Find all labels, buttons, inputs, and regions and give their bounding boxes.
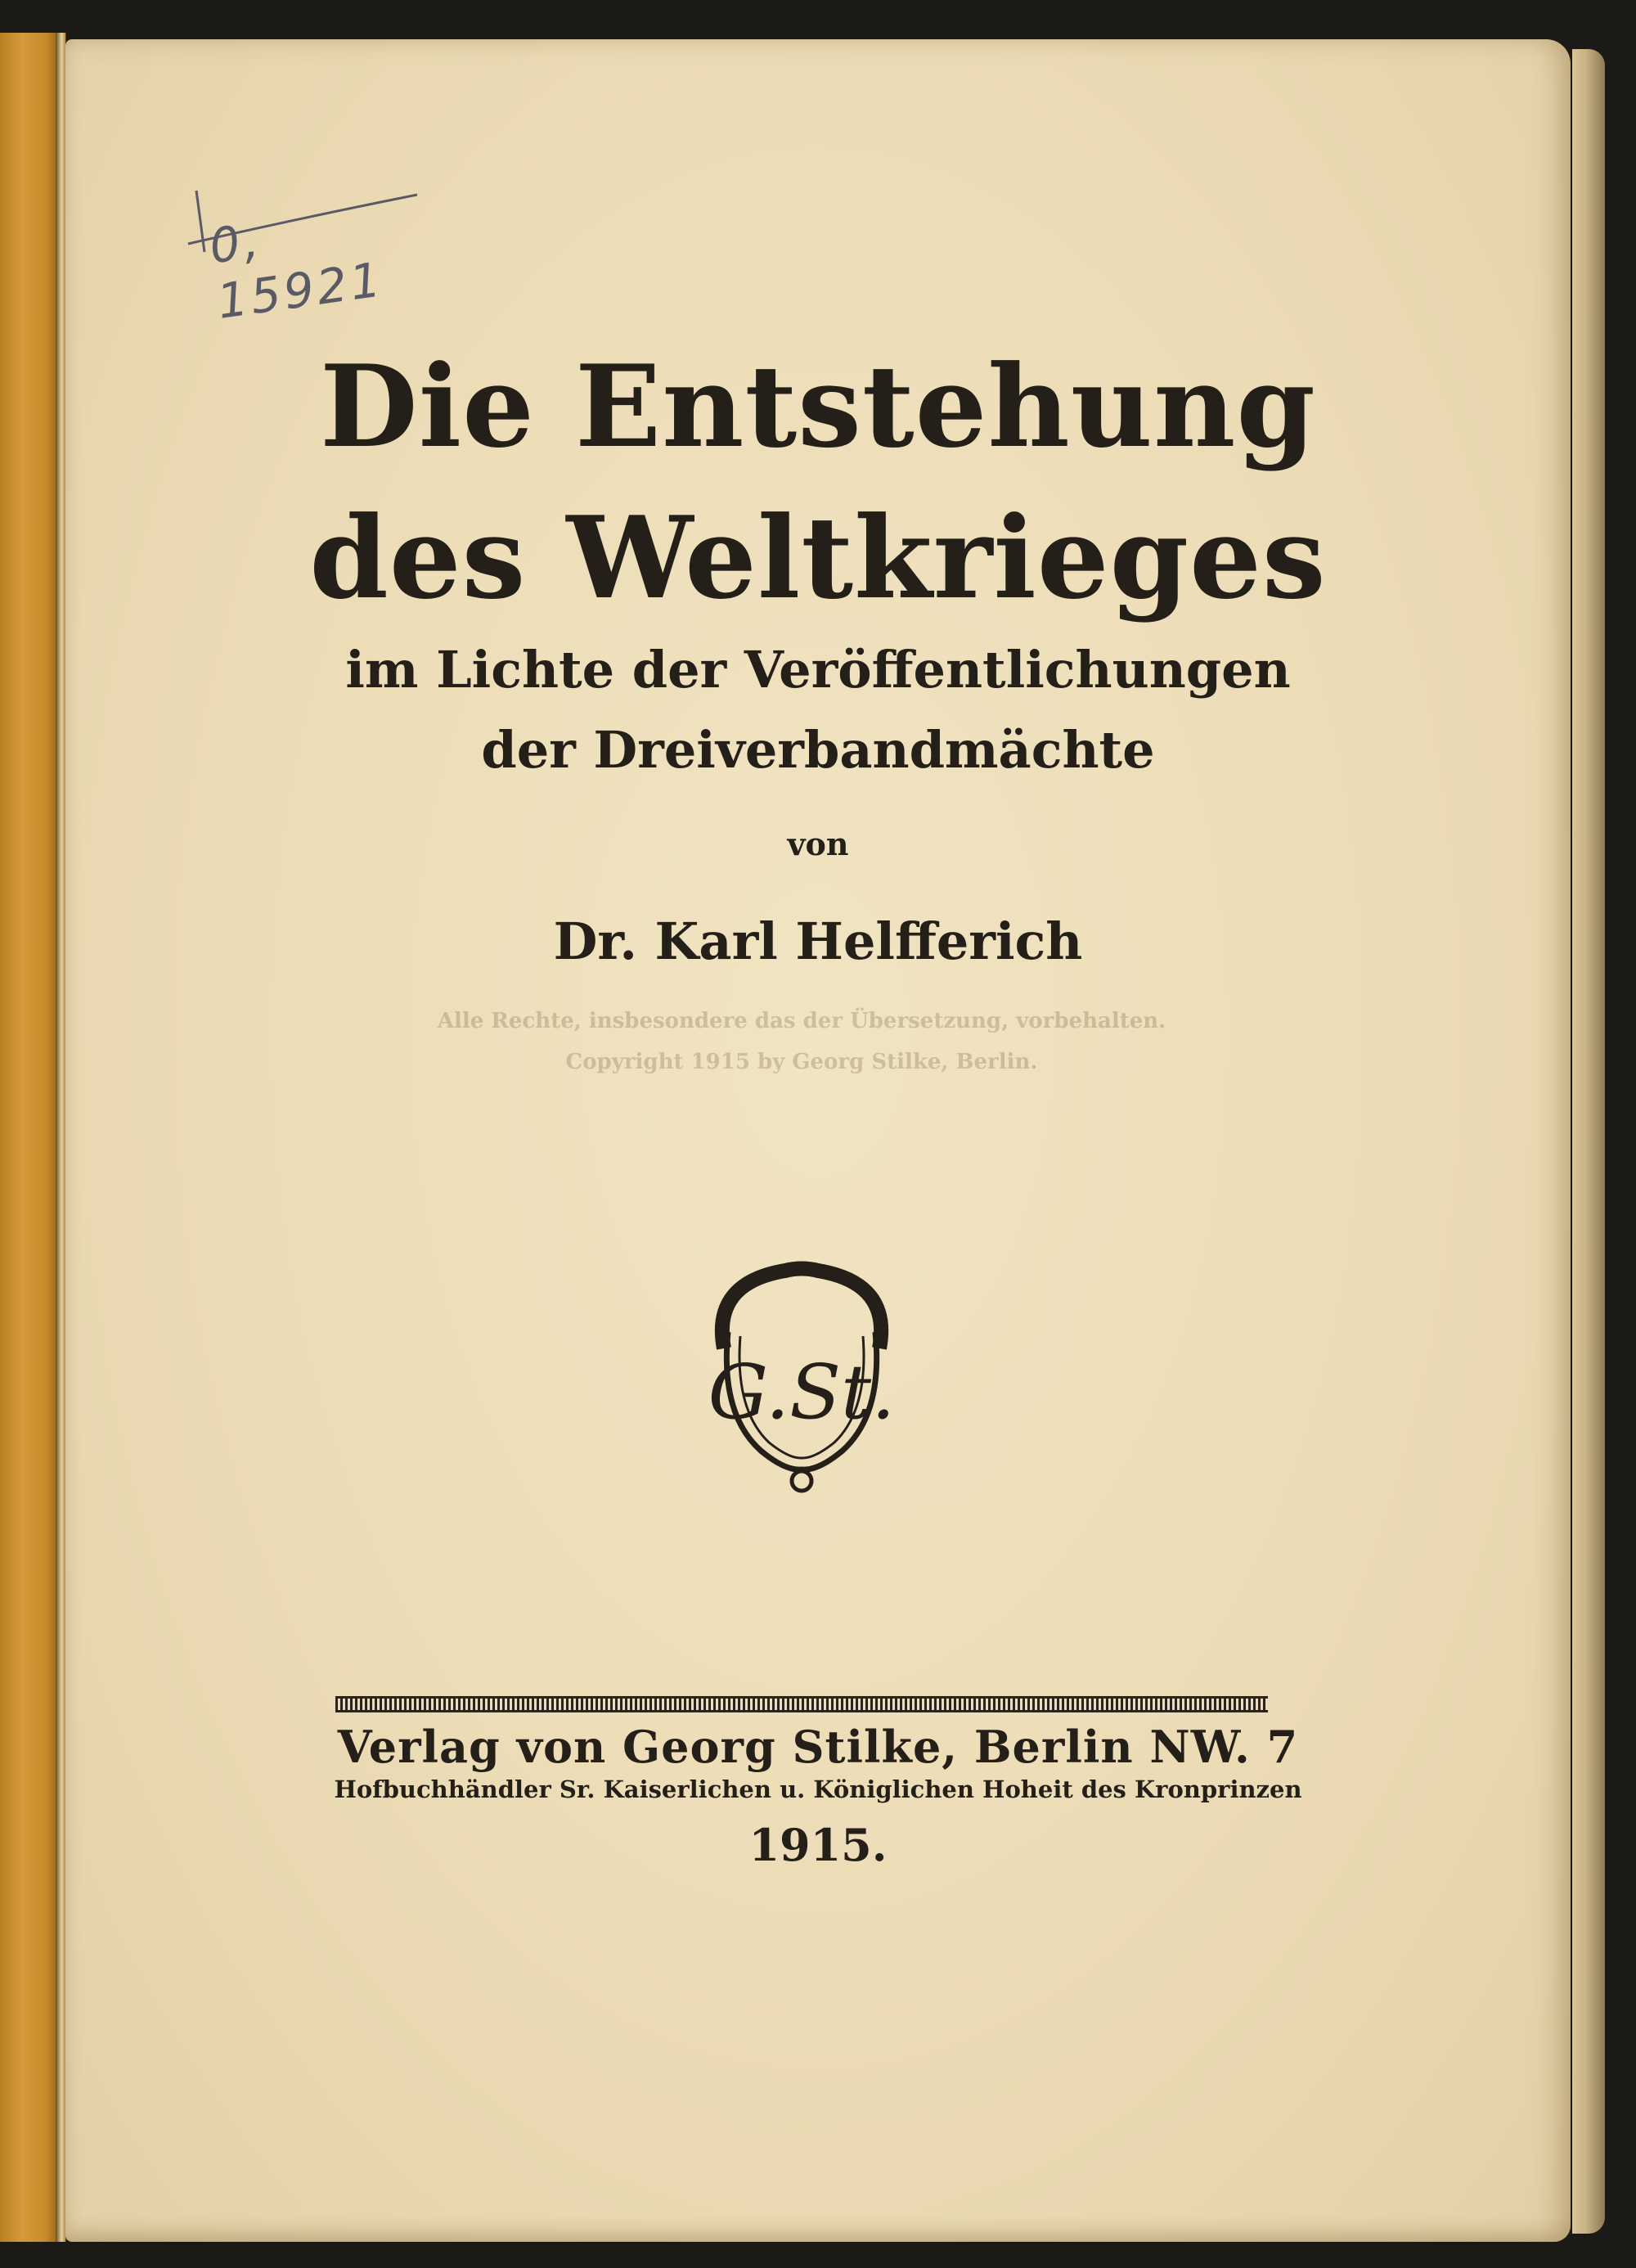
show-through-line-2: Copyright 1915 by Georg Stilke, Berlin.: [565, 1050, 1038, 1074]
binding-strip: [56, 33, 65, 2242]
show-through-text: [311, 1009, 1292, 1107]
publisher-appointment: Hofbuchhändler Sr. Kaiserlichen u. Königlichen Hoheit des Kronprinzen: [334, 1775, 1302, 1803]
decorative-rule: [335, 1696, 1268, 1712]
shelfmark-annotation: [172, 162, 442, 330]
title-page: [65, 39, 1571, 2242]
shelfmark-text: 0, 15921: [205, 212, 388, 330]
by-line: von: [787, 826, 849, 862]
title-line-2: des Weltkrieges: [309, 491, 1327, 624]
subtitle-line-2: der Dreiverbandmächte: [481, 720, 1155, 780]
show-through-line-1: Alle Rechte, insbesondere das der Übersetzung, vorbehalten.: [437, 1009, 1166, 1033]
publication-year: 1915.: [748, 1819, 888, 1871]
monogram-text: G.St.: [708, 1348, 896, 1436]
page-edge: [1572, 49, 1605, 2234]
subtitle-line-1: im Lichte der Veröffentlichungen: [345, 640, 1291, 700]
author-name: Dr. Karl Helfferich: [553, 911, 1083, 971]
title-line-1: Die Entstehung: [320, 340, 1316, 473]
publisher-monogram-icon: [695, 1250, 908, 1496]
publisher-line: Verlag von Georg Stilke, Berlin NW. 7: [337, 1721, 1299, 1773]
